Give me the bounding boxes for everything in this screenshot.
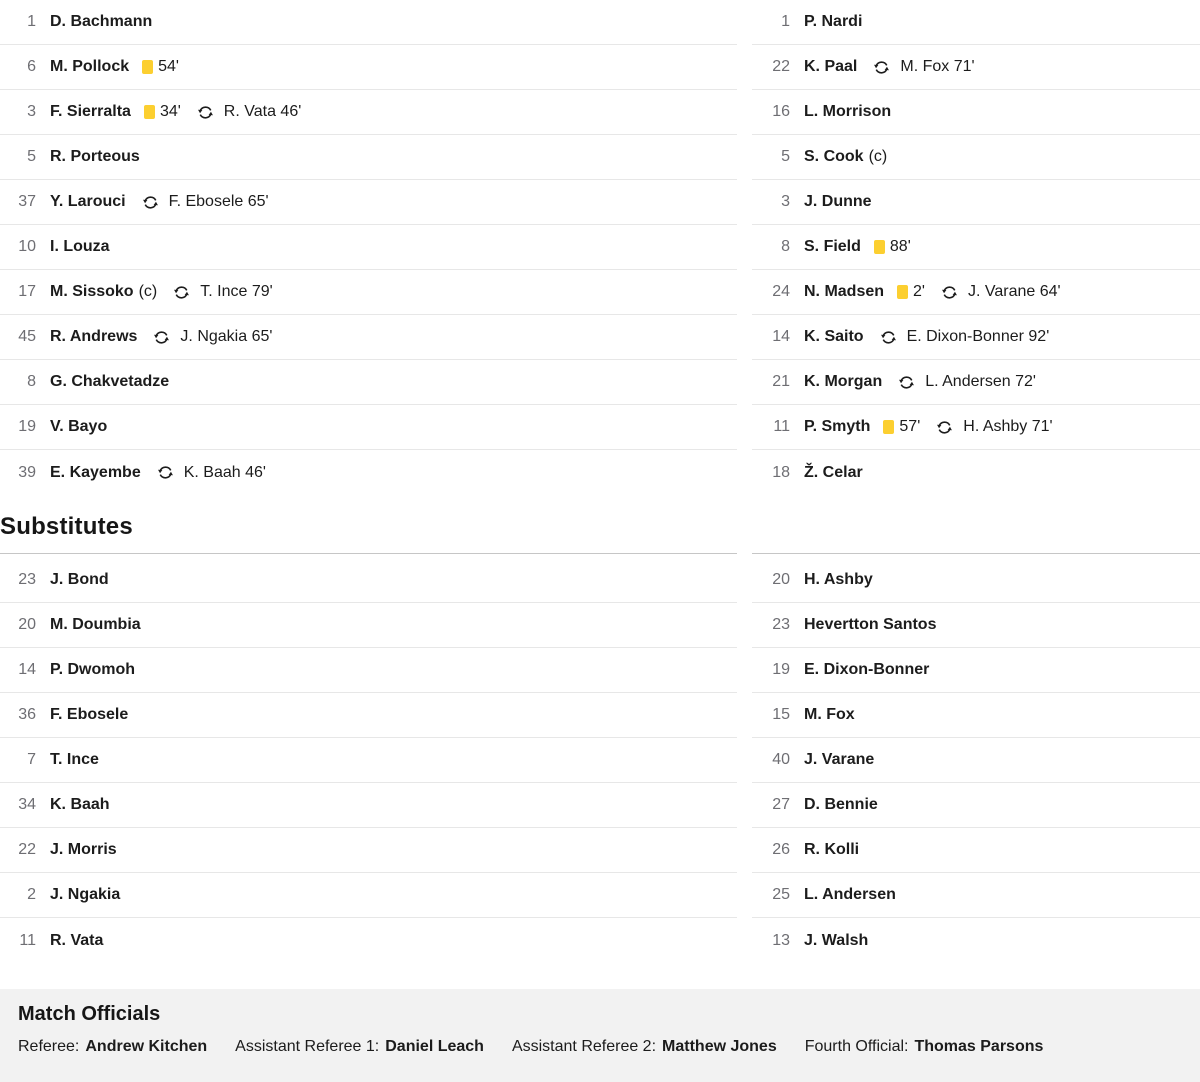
substitution-icon [172,283,191,302]
official [235,1038,484,1056]
substitution-info: L. Andersen 72' [925,373,1036,390]
player-row [0,360,737,405]
booking [883,418,920,436]
yellow-card-icon [144,105,155,119]
official [512,1038,777,1056]
player-row [0,225,737,270]
booking [874,238,911,256]
player-number: 20 [772,571,790,588]
player-row [752,225,1200,270]
player-number: 45 [18,328,36,345]
player-row [752,45,1200,90]
away-starting-list [752,0,1200,495]
player-name: M. Pollock [50,58,130,75]
home-starting-list [0,0,737,495]
player-name: L. Morrison [804,103,892,120]
player-name: I. Louza [50,238,110,255]
substitution [935,418,1052,437]
player-row [752,828,1200,873]
player-number: 37 [18,193,36,210]
player-row [0,315,737,360]
substitution [872,58,974,77]
player-name: R. Vata [50,931,104,949]
official [18,1038,207,1056]
player-row [0,738,737,783]
official-name: Matthew Jones [662,1038,777,1055]
booking-minute: 54' [158,58,179,75]
player-name: R. Kolli [804,841,860,858]
player-name: J. Bond [50,571,109,588]
booking [144,103,181,121]
player-number: 18 [772,463,790,481]
yellow-card-icon [883,420,894,434]
substitution-info: H. Ashby 71' [963,418,1053,435]
substitution [940,283,1061,302]
substitution [141,193,269,212]
player-row [0,783,737,828]
player-number: 40 [772,751,790,768]
player-name: J. Dunne [804,193,872,210]
player-name: E. Dixon-Bonner [804,661,930,678]
player-name: J. Varane [804,751,875,768]
player-name: M. Fox [804,706,855,723]
player-number: 7 [27,751,36,768]
substitution-icon [152,328,171,347]
player-name: M. Doumbia [50,616,141,633]
player-number: 26 [772,841,790,858]
player-number: 22 [772,58,790,75]
substitution [196,103,301,122]
player-row [0,558,737,603]
substitution [897,373,1036,392]
player-number: 27 [772,796,790,813]
substitution-icon [935,418,954,437]
substitution-info: F. Ebosele 65' [168,193,269,210]
player-name: F. Ebosele [50,706,129,723]
player-name: R. Porteous [50,148,140,165]
player-number: 21 [772,373,790,390]
player-row [752,918,1200,963]
player-number: 13 [772,931,790,949]
player-name: J. Walsh [804,931,869,949]
player-row [752,360,1200,405]
substitution [156,463,266,482]
captain-label: (c) [138,283,158,300]
substitution-info: K. Baah 46' [183,463,266,481]
player-number: 24 [772,283,790,300]
player-row [0,180,737,225]
substitution-icon [879,328,898,347]
player-row [0,450,737,495]
player-number: 23 [18,571,36,588]
player-name: Hevertton Santos [804,616,937,633]
player-number: 3 [27,103,36,120]
player-row [752,783,1200,828]
player-number: 23 [772,616,790,633]
away-team-column [752,0,1200,963]
player-row [752,450,1200,495]
player-row [752,315,1200,360]
player-name: D. Bachmann [50,13,153,30]
player-name: Y. Larouci [50,193,126,210]
yellow-card-icon [874,240,885,254]
player-row [0,873,737,918]
substitution-info: R. Vata 46' [223,103,302,120]
substitutes-divider [752,495,1200,554]
official-role: Assistant Referee 2: [511,1038,657,1055]
player-number: 17 [18,283,36,300]
player-name: N. Madsen [804,283,885,300]
player-number: 5 [27,148,36,165]
player-number: 5 [781,148,790,165]
booking-minute: 34' [159,103,181,120]
player-name: K. Paal [804,58,858,75]
substitution-icon [196,103,215,122]
player-number: 11 [773,418,790,435]
yellow-card-icon [897,285,908,299]
player-name: Ž. Celar [804,463,863,481]
captain-label: (c) [868,148,888,165]
player-number: 20 [18,616,36,633]
substitution [172,283,272,302]
player-number: 10 [18,238,36,255]
player-number: 36 [18,706,36,723]
substitution-icon [897,373,916,392]
player-number: 19 [772,661,790,678]
player-name: J. Ngakia [50,886,121,903]
player-name: P. Dwomoh [50,661,136,678]
player-name: F. Sierralta [50,103,131,120]
player-number: 34 [18,796,36,813]
player-number: 15 [772,706,790,723]
player-row [752,180,1200,225]
official-role: Fourth Official: [804,1038,909,1055]
player-name: J. Morris [50,841,117,858]
player-row [752,603,1200,648]
player-name: E. Kayembe [50,463,141,481]
player-name: L. Andersen [804,886,896,903]
substitution-icon [940,283,959,302]
substitution [152,328,272,347]
player-number: 8 [27,373,36,390]
player-name: P. Nardi [804,13,863,30]
player-row [0,828,737,873]
player-number: 25 [772,886,790,903]
player-number: 8 [781,238,790,255]
player-name: S. Field [804,238,861,255]
substitution-info: M. Fox 71' [900,58,975,75]
player-number: 19 [18,418,36,435]
player-row [752,648,1200,693]
player-name: H. Ashby [804,571,873,588]
player-number: 14 [18,661,36,678]
player-number: 16 [772,103,790,120]
player-row [0,0,737,45]
player-name: M. Sissoko [50,283,134,300]
player-name: T. Ince [50,751,99,768]
player-row [752,558,1200,603]
player-row [752,0,1200,45]
substitution [879,328,1050,347]
player-row [752,873,1200,918]
player-number: 6 [27,58,36,75]
official-role: Assistant Referee 1: [235,1038,380,1055]
player-name: K. Morgan [804,373,883,390]
substitution-info: T. Ince 79' [200,283,273,300]
substitutes-heading: Substitutes [0,495,737,554]
player-number: 22 [18,841,36,858]
match-officials-section [0,989,1200,1082]
substitution-icon [156,463,175,482]
player-name: G. Chakvetadze [50,373,170,390]
match-officials-line [18,1038,1182,1056]
substitution-info: J. Ngakia 65' [180,328,273,345]
player-name: P. Smyth [804,418,871,435]
substitution-icon [872,58,891,77]
player-row [752,135,1200,180]
away-substitutes-list [752,554,1200,963]
official-name: Thomas Parsons [914,1038,1044,1055]
player-row [0,90,737,135]
player-number: 2 [27,886,36,903]
player-name: D. Bennie [804,796,878,813]
booking-minute: 57' [899,418,921,435]
player-row [752,738,1200,783]
player-row [752,270,1200,315]
player-number: 11 [19,931,36,949]
official-name: Daniel Leach [385,1038,484,1055]
player-row [0,45,737,90]
booking-minute: 2' [913,283,925,300]
substitution-icon [141,193,160,212]
player-row [752,405,1200,450]
official-name: Andrew Kitchen [85,1038,208,1055]
player-row [752,693,1200,738]
official-role: Referee: [18,1038,80,1055]
match-officials-heading: Match Officials [18,1003,161,1025]
player-number: 1 [781,13,790,30]
player-row [0,603,737,648]
player-row [0,405,737,450]
player-number: 14 [772,328,790,345]
yellow-card-icon [142,60,153,74]
player-row [0,135,737,180]
official [805,1038,1044,1056]
player-number: 3 [781,193,790,210]
booking [142,58,179,76]
player-row [0,648,737,693]
booking [897,283,925,301]
player-number: 39 [18,463,36,481]
player-name: V. Bayo [50,418,108,435]
player-name: K. Saito [804,328,864,345]
player-number: 1 [27,13,36,30]
player-name: K. Baah [50,796,110,813]
substitution-info: E. Dixon-Bonner 92' [906,328,1050,345]
player-row [0,918,737,963]
player-name: S. Cook [804,148,864,165]
player-row [0,270,737,315]
player-row [752,90,1200,135]
booking-minute: 88' [889,238,911,255]
substitution-info: J. Varane 64' [967,283,1061,300]
player-name: R. Andrews [50,328,138,345]
home-substitutes-list [0,554,737,963]
player-row [0,693,737,738]
